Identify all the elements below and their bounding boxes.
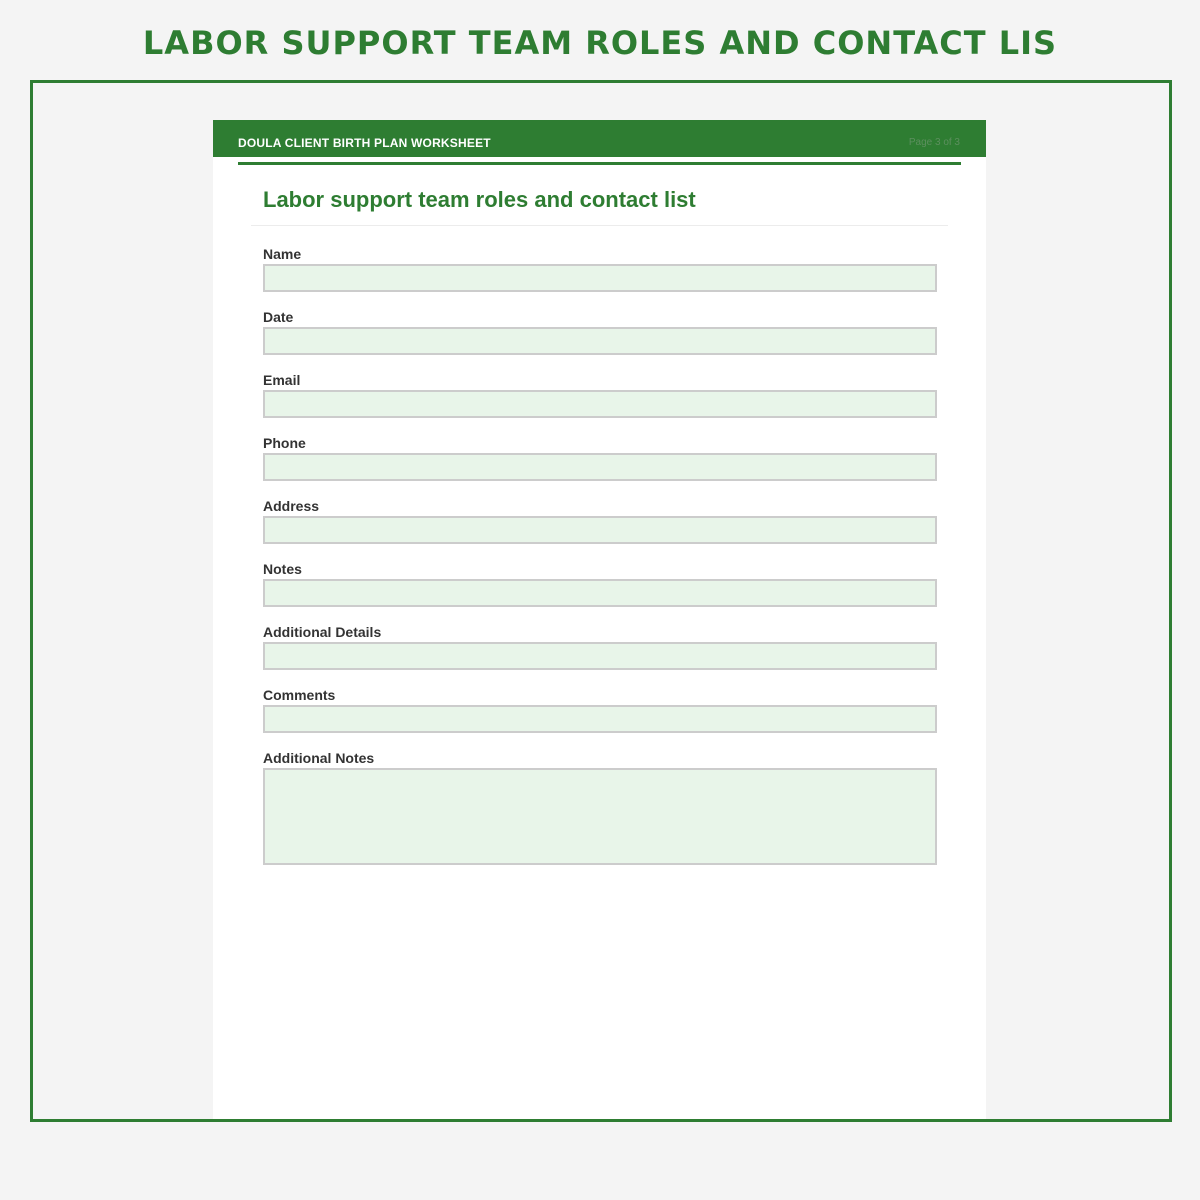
field-additional-notes	[263, 749, 937, 812]
worksheet-header	[213, 120, 986, 157]
contact-form	[263, 245, 937, 812]
date-input[interactable]	[263, 327, 937, 355]
worksheet-page	[213, 120, 986, 1122]
additional-details-input[interactable]	[263, 642, 937, 670]
field-label-notes: Notes	[263, 561, 302, 577]
document-frame	[30, 80, 1172, 1122]
title-divider	[251, 225, 948, 226]
additional-notes-textarea[interactable]	[263, 768, 937, 865]
field-label-address: Address	[263, 498, 320, 514]
field-name	[263, 245, 937, 308]
field-comments	[263, 686, 937, 749]
field-label-comments: Comments	[263, 687, 336, 703]
notes-input[interactable]	[263, 579, 937, 607]
comments-input[interactable]	[263, 705, 937, 733]
field-label-email: Email	[263, 372, 301, 388]
field-label-additional-notes: Additional Notes	[263, 750, 375, 766]
field-additional-details	[263, 623, 937, 686]
field-phone	[263, 434, 937, 497]
field-label-date: Date	[263, 309, 294, 325]
email-input[interactable]	[263, 390, 937, 418]
header-rule	[238, 162, 961, 165]
page-banner-title: LABOR SUPPORT TEAM ROLES AND CONTACT LIS	[142, 24, 1058, 62]
field-date	[263, 308, 937, 371]
name-input[interactable]	[263, 264, 937, 292]
field-label-name: Name	[263, 246, 302, 262]
field-label-phone: Phone	[263, 435, 306, 451]
phone-input[interactable]	[263, 453, 937, 481]
page-number: Page 3 of 3	[908, 137, 960, 148]
field-email	[263, 371, 937, 434]
section-title: Labor support team roles and contact list	[263, 187, 696, 212]
worksheet-header-title: DOULA CLIENT BIRTH PLAN WORKSHEET	[238, 136, 491, 150]
field-address	[263, 497, 937, 560]
field-notes	[263, 560, 937, 623]
field-label-additional-details: Additional Details	[263, 624, 382, 640]
address-input[interactable]	[263, 516, 937, 544]
